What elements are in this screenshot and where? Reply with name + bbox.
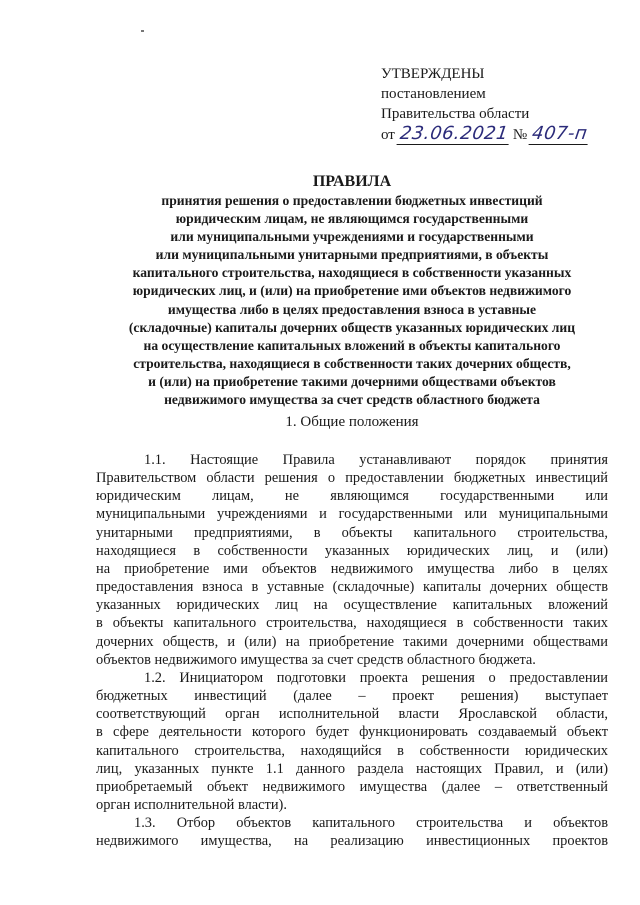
section-heading: 1. Общие положения [285,414,419,430]
subtitle-line: юридическим лицам, не являющимся государственными [175,211,529,227]
paragraph-line: муниципальными учреждениями и государственными или муниципальными [96,506,608,523]
paragraph-line: приобретаемый объект недвижимого имущества (далее – ответственный [96,778,608,795]
scan-mark [141,30,144,32]
subtitle-line: или муниципальными унитарными предприятиями, в объекты [155,247,549,263]
paragraph-line: объектов недвижимого имущества за счет средств областного бюджета. [96,651,536,668]
paragraph-line: юридическим лицам, не являющимся государственными или [96,488,608,505]
document-body [96,451,608,850]
paragraph-line: 1.3. Отбор объектов капитального строительства и объектов [134,815,608,832]
paragraph-line: лиц, указанных пункте 1.1 данного раздела настоящих Правил, и (или) [96,760,608,777]
approval-title: УТВЕРЖДЕНЫ [381,66,485,82]
paragraph-line: унитарными предприятиями, в объекты капитального строительства, [96,524,608,541]
paragraph-line: на приобретение ими объектов недвижимого имущества либо в целях [96,560,608,577]
subtitle-line: на осуществление капитальных вложений в объекты капитального [143,337,561,353]
paragraph-line: Правительством области решения о предоставлении бюджетных инвестиций [96,470,608,487]
subtitle-line: юридических лиц, и (или) на приобретение ими объектов недвижимого [132,283,572,299]
approval-line-decree: постановлением [381,86,486,102]
paragraph-line: дочерних обществ, и (или) на приобретение такими дочерними обществами [96,633,608,650]
subtitle-line: или муниципальными учреждениями и государственными [170,229,534,245]
approval-date-line [381,124,621,145]
document-subtitle [96,192,608,409]
paragraph-line: соответствующий орган исполнительной власти Ярославской области, [96,706,608,723]
paragraph-line: указанных юридических лиц на осуществление капитальных вложений [96,597,608,614]
paragraph-line: в объекты капитального строительства, находящиеся в собственности таких [96,615,608,632]
paragraph-line: орган исполнительной власти). [96,796,287,813]
date-prefix: от [381,127,395,143]
subtitle-line: (складочные) капиталы дочерних обществ указанных юридических лиц [128,319,576,335]
handwritten-date: 23.06.2021 [396,124,511,145]
document-title: ПРАВИЛА [312,173,392,190]
number-sign: № [512,127,528,143]
subtitle-line: и (или) на приобретение такими дочерними обществами объектов [148,373,556,389]
subtitle-line: принятия решения о предоставлении бюджетных инвестиций [161,193,543,208]
subtitle-line: строительства, находящиеся в собственности таких дочерних обществ, [133,355,571,371]
paragraph [96,451,608,669]
paragraph-line: находящиеся в собственности указанных юридических лиц, и (или) [96,542,608,559]
handwritten-number: 407-п [529,124,591,145]
paragraph-line: недвижимого имущества, на реализацию инвестиционных проектов [96,833,608,850]
paragraph-line: бюджетных инвестиций (далее – проект решения) выступает [96,688,608,705]
approval-block [381,64,621,145]
subtitle-line: недвижимого имущества за счет средств областного бюджета [164,392,540,408]
subtitle-line: капитального строительства, находящиеся в собственности указанных [132,265,572,281]
approval-line-government: Правительства области [381,106,530,122]
paragraph [96,669,608,814]
paragraph-line: 1.1. Настоящие Правила устанавливают порядок принятия [144,452,608,468]
subtitle-line: имущества либо в целях предоставления взноса в уставные [167,301,537,317]
paragraph-line: в сфере деятельности которого будет функционировать создаваемый объект [96,724,608,741]
paragraph [96,814,608,850]
paragraph-line: предоставления взноса в уставные (складочные) капиталы дочерних обществ [96,579,608,596]
paragraph-line: капитального строительства, находящийся в собственности юридических [96,742,608,759]
paragraph-line: 1.2. Инициатором подготовки проекта решения о предоставлении [144,669,608,686]
